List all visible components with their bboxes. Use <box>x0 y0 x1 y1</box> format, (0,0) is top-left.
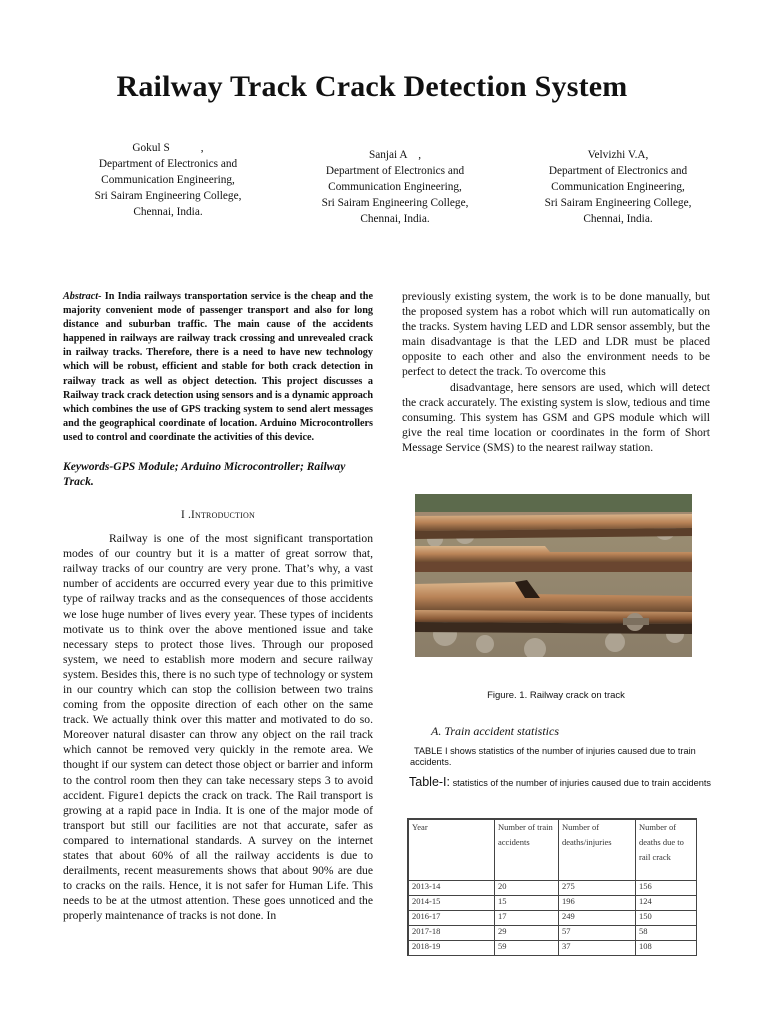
author-city: Chennai, India. <box>133 206 203 218</box>
keywords: Keywords-GPS Module; Arduino Microcontroller; Railway Track. <box>63 460 346 489</box>
section-title: Introduction <box>191 509 255 522</box>
table-cell: 37 <box>559 941 636 956</box>
author-dept: Department of Electronics and <box>548 165 688 177</box>
accident-statistics-table <box>407 818 697 956</box>
table-cell: 150 <box>636 911 697 926</box>
author-block <box>295 147 495 227</box>
abstract <box>63 290 373 445</box>
table-header-cell: Number of deaths/injuries <box>559 819 636 881</box>
subsection-heading: A. Train accident statistics <box>431 724 559 738</box>
author-dept: Department of Electronics and <box>98 158 238 170</box>
author-dept-line2: Communication Engineering, <box>101 174 235 186</box>
table-cell: 196 <box>559 896 636 911</box>
table-cell: 2014-15 <box>408 896 495 911</box>
author-college: Sri Sairam Engineering College, <box>321 197 469 209</box>
table-cell: 20 <box>495 881 559 896</box>
author-name: Sanjai A , <box>368 149 422 161</box>
figure-caption: Figure. 1. Railway crack on track <box>487 690 625 701</box>
table-row <box>408 896 697 911</box>
table-cell: 58 <box>636 926 697 941</box>
table-cell: 15 <box>495 896 559 911</box>
table-row <box>408 881 697 896</box>
table-header-row <box>408 819 697 881</box>
right-column <box>402 289 710 455</box>
table-header-cell: Year <box>408 819 495 881</box>
table-row <box>408 911 697 926</box>
table-cell: 57 <box>559 926 636 941</box>
table-caption: statistics of the number of injuries caused due to train accidents <box>450 778 711 788</box>
table-cell: 59 <box>495 941 559 956</box>
author-block <box>518 147 718 227</box>
table-intro: TABLE I shows statistics of the number of injuries caused due to train accidents. <box>410 746 696 767</box>
author-dept-line2: Communication Engineering, <box>551 181 685 193</box>
section-heading-introduction <box>63 509 373 521</box>
body-paragraph: previously existing system, the work is to be done manually, but the proposed system has a robot which will run automatically on the tracks. System having LED and LDR sensor assembly, but the main disadvantage is that the LED and LDR must be placed opposite to each other and also the environment needs to be perfect to detect the track. To overcome this <box>402 290 710 379</box>
table-cell: 249 <box>559 911 636 926</box>
table-cell: 2016-17 <box>408 911 495 926</box>
railway-crack-photo <box>415 494 692 657</box>
table-cell: 17 <box>495 911 559 926</box>
table-cell: 124 <box>636 896 697 911</box>
table-cell: 2017-18 <box>408 926 495 941</box>
left-column <box>63 290 373 923</box>
section-numeral: I . <box>181 509 192 522</box>
table-cell: 108 <box>636 941 697 956</box>
author-name: Gokul S , <box>132 142 204 154</box>
author-college: Sri Sairam Engineering College, <box>544 197 692 209</box>
table-cell: 29 <box>495 926 559 941</box>
body-paragraph: disadvantage, here sensors are used, which will detect the crack accurately. The existing system is slow, tedious and time consuming. This system has GSM and GPS module which will give the real time location or coordinates in the form of Short Message Service (SMS) to the nearest railway station. <box>402 380 710 454</box>
table-cell: 2013-14 <box>408 881 495 896</box>
abstract-text: In India railways transportation service is the cheap and the majority convenient mode of passenger transport and also for long distance and suburban traffic. The main cause of the accidents happened in railways are railway track crossing and unrevealed crack in railway tracks. Therefore, there is a need to have new technology which will be robust, efficient and stable for both crack detection in railway track as well as object detection. This project discusses a Railway track crack detection using sensors and is a dynamic approach which combines the use of GPS tracking system to send alert messages and the geographical coordinate of location. Arduino Microcontrollers used to control and coordinate the activities of this device. <box>63 291 373 443</box>
table-cell: 2018-19 <box>408 941 495 956</box>
author-name: Velvizhi V.A, <box>587 149 649 161</box>
table-title <box>405 772 715 793</box>
table-header-cell: Number of train accidents <box>495 819 559 881</box>
author-college: Sri Sairam Engineering College, <box>94 190 242 202</box>
author-dept: Department of Electronics and <box>325 165 465 177</box>
table-row <box>408 926 697 941</box>
author-dept-line2: Communication Engineering, <box>328 181 462 193</box>
abstract-lead: Abstract- <box>63 291 102 302</box>
paper-title: Railway Track Crack Detection System <box>116 70 628 103</box>
table-row <box>408 941 697 956</box>
table-label: Table-I: <box>409 775 451 789</box>
author-city: Chennai, India. <box>583 213 653 225</box>
table-cell: 275 <box>559 881 636 896</box>
introduction-text: Railway is one of the most significant transportation modes of our country but it is a matter of great sorrow that, railway tracks of our country are very prone. That’s why, a vast number of accidents are occurred every year due to this primitive type of railway tracks and as the consequences of those accidents we lose huge number of lives every year. These types of incidents motivate us to think over the above mentioned issue and take necessary steps to protect those lives. Through our proposed system, we need to establish more modern and secure railway system. Besides this, there is no such type of technology or system in our country which can stop the collision between two trains coming from the opposite direction of each other on the same track. We actually think over this matter and motivated to do so. Moreover natural disaster can throw any object on the rail track which cannot be removed very quickly in the remote area. We thought if our system can detect those object or barrier and inform to the control room then they can take necessary steps 3 to avoid accident. Figure1 depicts the crack on track. The Rail transport is growing at a rapid pace in India. It is one of the major mode of transport but still our facilities are not that accurate, safer as compared to international standards. A survey on the internet states that about 60% of all the railway accidents is due to derailments, recent measurements shows that about 90% are due to cracks on the rails. Hence, it is not safer for Human Life. This needs to be at the utmost attention. These goes unnoticed and the properly maintenance of tracks is not done. In <box>63 532 373 923</box>
author-block <box>68 140 268 220</box>
author-city: Chennai, India. <box>360 213 430 225</box>
table-cell: 156 <box>636 881 697 896</box>
table-header-cell: Number of deaths due to rail crack <box>636 819 697 881</box>
